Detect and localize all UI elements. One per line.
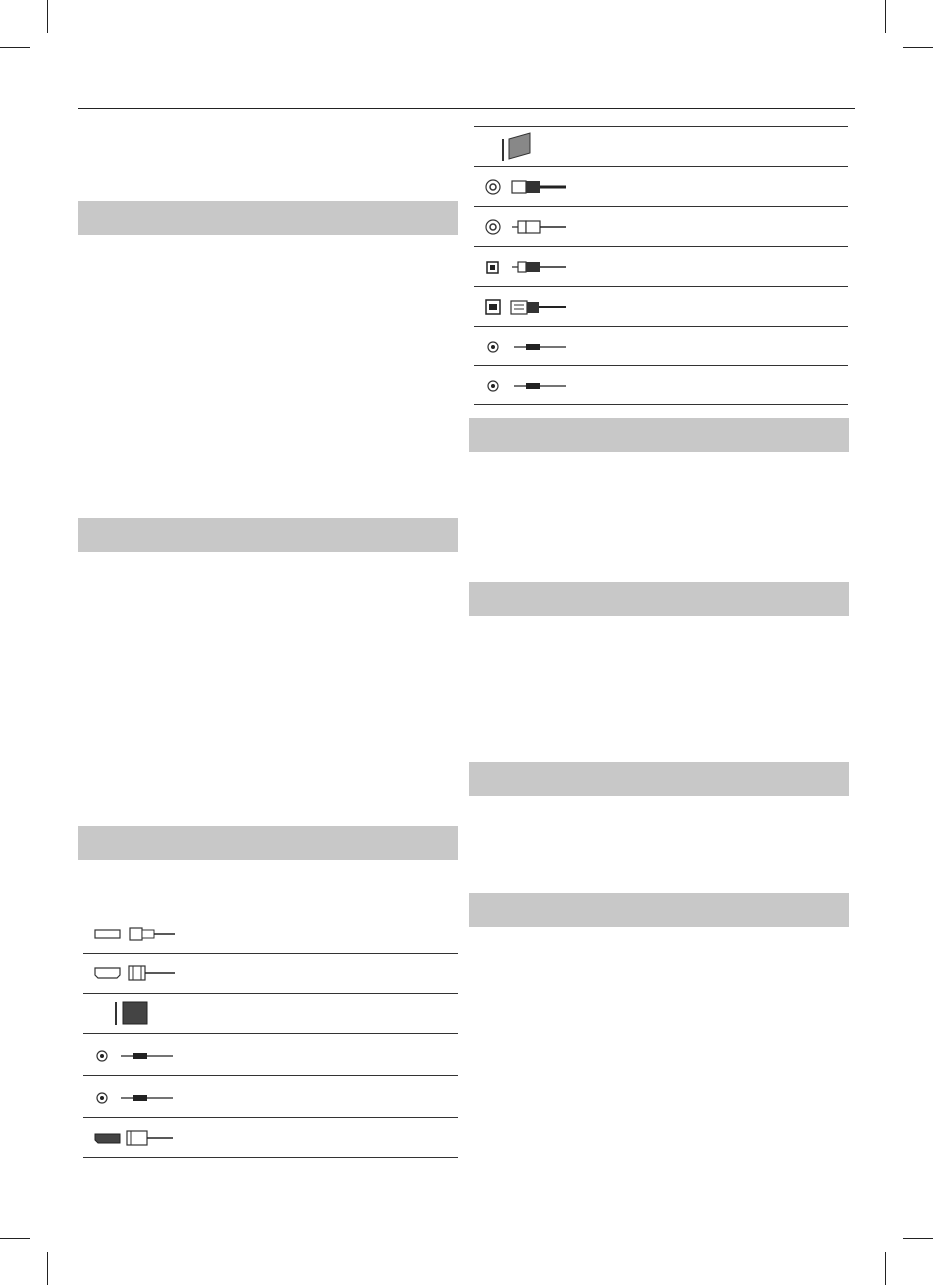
section-header bbox=[469, 418, 849, 452]
optical-audio-icon bbox=[474, 247, 574, 287]
mini-jack-icon bbox=[474, 366, 574, 405]
crop-mark bbox=[47, 1252, 48, 1285]
displayport-icon bbox=[83, 1118, 183, 1158]
usb-port-icon bbox=[83, 912, 183, 953]
crop-mark bbox=[885, 0, 886, 33]
crop-mark bbox=[885, 1252, 886, 1285]
table-row bbox=[83, 1117, 458, 1157]
ethernet-lan-icon bbox=[474, 287, 574, 327]
crop-mark bbox=[0, 47, 30, 48]
table-row bbox=[474, 126, 848, 166]
hdmi-port-icon bbox=[83, 954, 183, 994]
section-header bbox=[78, 518, 458, 552]
rca-audio-icon bbox=[474, 207, 574, 247]
connector-table bbox=[83, 912, 458, 1158]
crop-mark bbox=[47, 0, 48, 33]
mini-jack-icon bbox=[83, 1076, 183, 1118]
table-row bbox=[83, 993, 458, 1033]
crop-mark bbox=[903, 47, 933, 48]
sd-card-slot-icon bbox=[83, 994, 183, 1034]
antenna-coax-icon bbox=[474, 167, 574, 207]
connector-table bbox=[474, 126, 848, 405]
mini-jack-icon bbox=[83, 1034, 183, 1076]
ci-card-slot-icon bbox=[474, 127, 574, 167]
table-row bbox=[474, 326, 848, 365]
table-row bbox=[83, 1033, 458, 1075]
table-row bbox=[474, 246, 848, 286]
section-header bbox=[469, 582, 849, 616]
table-row bbox=[474, 365, 848, 404]
section-header bbox=[469, 762, 849, 796]
table-row bbox=[83, 1075, 458, 1117]
header-rule bbox=[78, 108, 855, 109]
table-row bbox=[474, 286, 848, 326]
section-header bbox=[469, 893, 849, 927]
mini-jack-icon bbox=[474, 327, 574, 366]
section-header bbox=[78, 826, 458, 860]
table-row bbox=[83, 953, 458, 993]
crop-mark bbox=[0, 1238, 30, 1239]
section-header bbox=[78, 201, 458, 235]
table-row bbox=[474, 166, 848, 206]
crop-mark bbox=[903, 1238, 933, 1239]
table-row bbox=[474, 206, 848, 246]
table-row bbox=[83, 912, 458, 953]
